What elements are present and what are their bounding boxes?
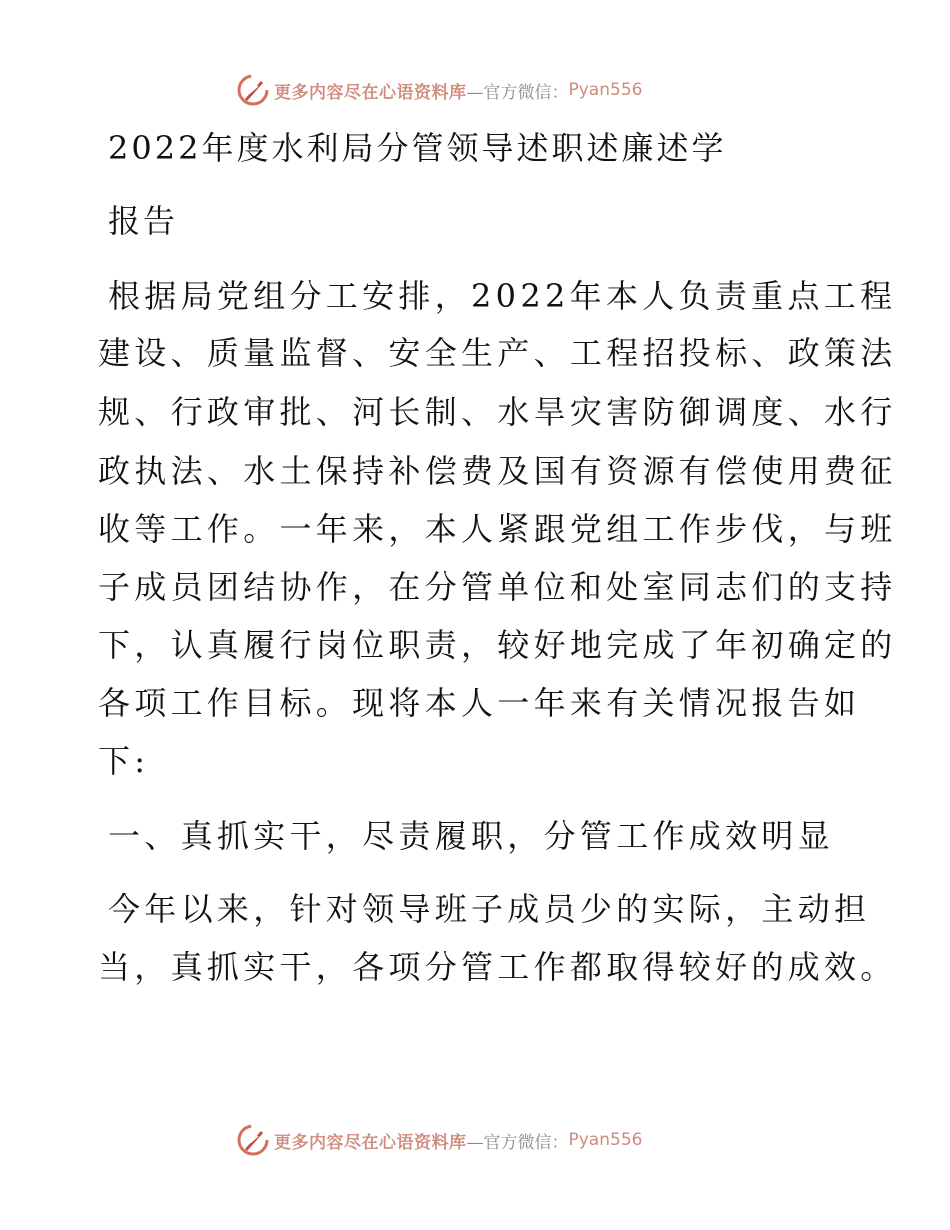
- watermark-contact: —官方微信：: [466, 1132, 569, 1153]
- doc-title-line-2: 报告: [108, 202, 179, 240]
- quill-seal-icon: [236, 73, 270, 107]
- paragraph-line: 各项工作目标。现将本人一年来有关情况报告如: [98, 684, 861, 722]
- paragraph-line: 政执法、水土保持补偿费及国有资源有偿使用费征: [98, 452, 897, 490]
- paragraph-line: 当，真抓实干，各项分管工作都取得较好的成效。: [98, 948, 897, 986]
- paragraph-line: 下，认真履行岗位职责，较好地完成了年初确定的: [98, 626, 897, 664]
- paragraph-line: 今年以来，针对领导班子成员少的实际，主动担: [108, 890, 871, 928]
- paragraph-line: 下:: [98, 742, 150, 780]
- watermark-handle: Pyan556: [568, 80, 643, 100]
- watermark-brand: 更多内容尽在心语资料库: [274, 1132, 467, 1153]
- quill-seal-icon: [236, 1123, 270, 1157]
- paragraph-line: 子成员团结协作，在分管单位和处室同志们的支持: [98, 568, 897, 606]
- section-heading: 一、真抓实干，尽责履职，分管工作成效明显: [108, 817, 835, 855]
- footer-watermark: [236, 1122, 716, 1158]
- watermark-brand: 更多内容尽在心语资料库: [274, 82, 467, 103]
- watermark-contact: —官方微信：: [466, 82, 569, 103]
- header-watermark: [236, 72, 716, 108]
- paragraph-line: 根据局党组分工安排，2022年本人负责重点工程: [108, 277, 897, 315]
- watermark-handle: Pyan556: [568, 1130, 643, 1150]
- doc-title-line-1: 2022年度水利局分管领导述职述廉述学: [108, 129, 727, 167]
- paragraph-line: 规、行政审批、河长制、水旱灾害防御调度、水行: [98, 393, 897, 431]
- paragraph-line: 建设、质量监督、安全生产、工程招投标、政策法: [98, 334, 897, 372]
- paragraph-line: 收等工作。一年来，本人紧跟党组工作步伐，与班: [98, 510, 897, 548]
